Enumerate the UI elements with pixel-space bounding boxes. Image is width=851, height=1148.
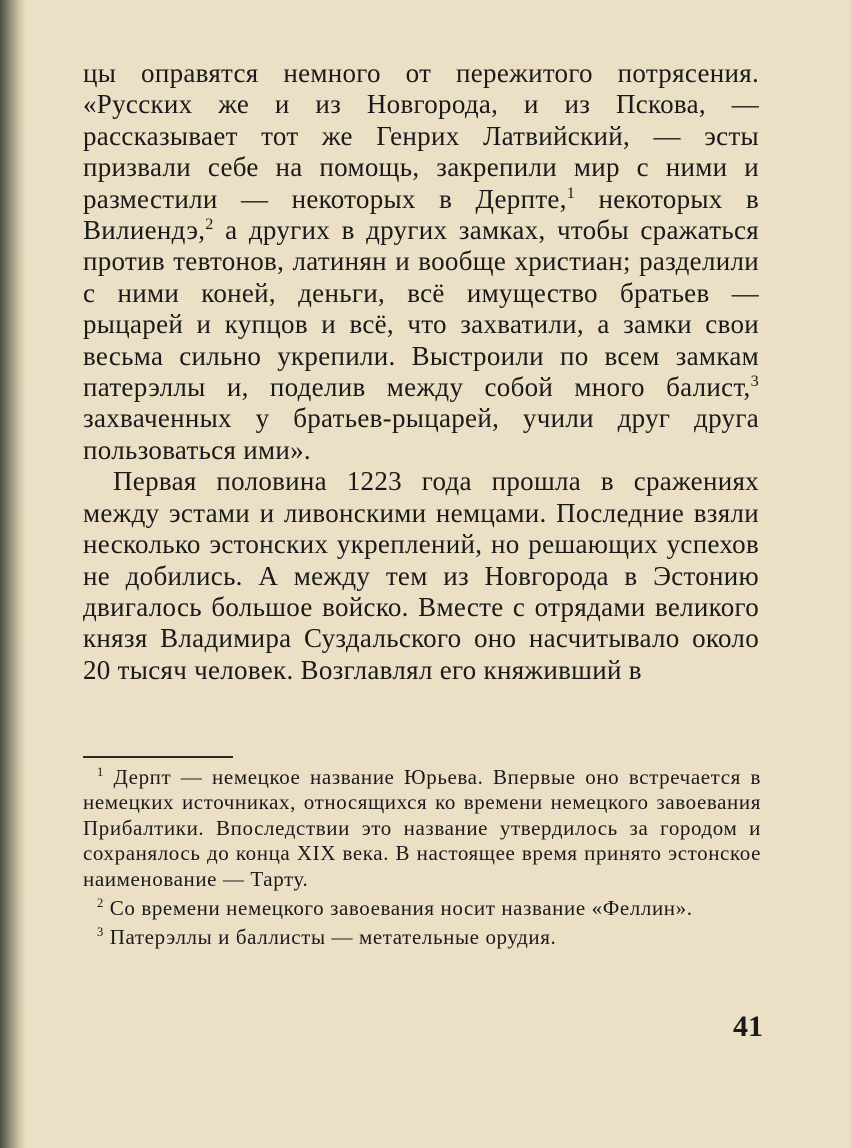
paragraph-1-part-d: захваченных у братьев-рыцарей, учили друг друга пользоваться ими». — [83, 403, 759, 465]
footnote-1-marker: 1 — [97, 765, 104, 779]
paragraph-1 — [83, 58, 759, 466]
footnote-3-marker: 3 — [97, 925, 104, 940]
footnote-3 — [83, 925, 761, 950]
footnote-2 — [83, 896, 761, 921]
page-number: 41 — [733, 1010, 763, 1043]
footnote-ref-3: 3 — [750, 372, 759, 391]
footnote-1-text: Дерпт — немецкое название Юрьева. Впервые оно встречается в немецких источниках, относящихся ко времени немецкого завоевания Прибалтики. Впоследствии это название утвердилось за городом и сохранялось до конца XIX века. В настоящее время принято эстонское наименование — Тарту. — [83, 765, 761, 891]
footnote-ref-1: 1 — [566, 183, 576, 202]
paragraph-1-part-c: а других в других замках, чтобы сражаться против тевтонов, латинян и вообще христиан; разделили с ними коней, деньги, всё имущество братьев — рыцарей и купцов и всё, что захватили, а замки свои весьма сильно укрепили. Выстроили по всем замкам патерэллы и, поделив между собой много балист, — [83, 215, 759, 403]
footnotes — [83, 765, 761, 951]
spine-shadow — [0, 0, 26, 1148]
footnote-ref-2: 2 — [205, 215, 214, 234]
paragraph-1-part-b: некоторых в Вилиендэ, — [83, 183, 759, 246]
paragraph-1-part-a: цы оправятся немного от пережитого потрясения. «Русских же и из Новгорода, и из Пскова, — рассказывает тот же Генрих Латвийский, — эсты призвали себе на помощь, закрепили мир с ними и разместили — некоторых в Дерпте, — [83, 58, 759, 214]
footnote-2-text: Со времени немецкого завоевания носит название «Феллин». — [103, 896, 693, 921]
footnote-1 — [83, 765, 761, 892]
main-text — [83, 58, 759, 686]
footnote-separator — [83, 756, 233, 758]
footnote-3-text: Патерэллы и баллисты — метательные орудия. — [103, 925, 557, 950]
paragraph-2: Первая половина 1223 года прошла в сражениях между эстами и ливонскими немцами. Последние взяли несколько эстонских укреплений, но решающих успехов не добились. А между тем из Новгорода в Эстонию двигалось большое войско. Вместе с отрядами великого князя Владимира Суздальского оно насчитывало около 20 тысяч человек. Возглавлял его княживший в — [83, 466, 759, 685]
footnote-2-marker: 2 — [97, 896, 104, 911]
